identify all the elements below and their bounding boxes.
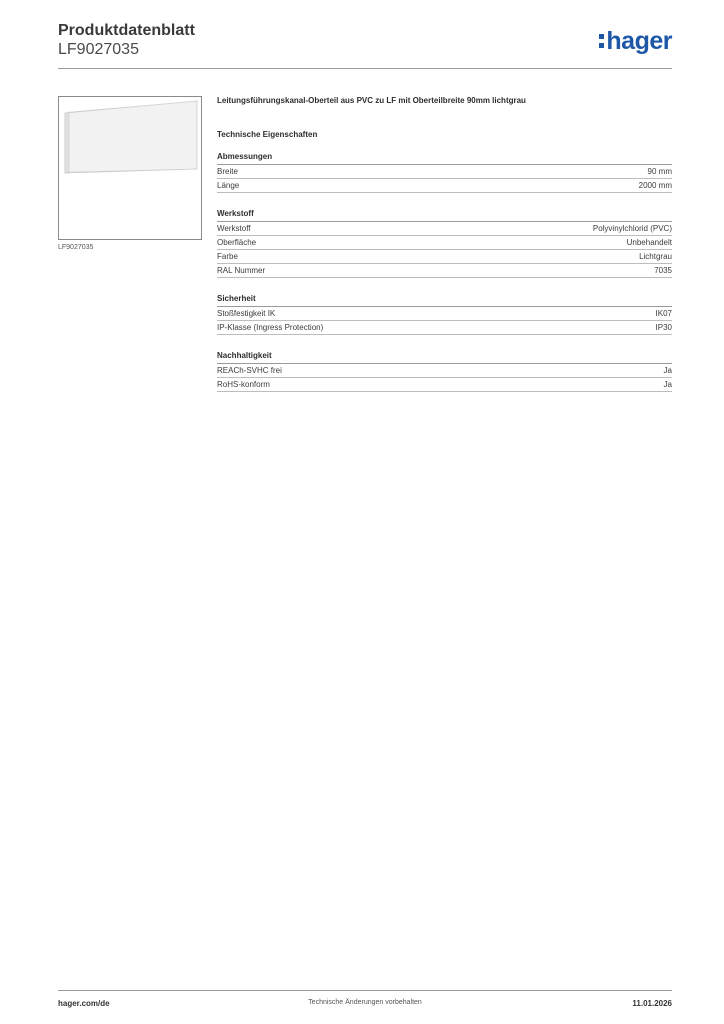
row-value: IP30 [655, 323, 672, 332]
row-label: Oberfläche [217, 238, 257, 247]
table-row [217, 307, 672, 321]
row-value: Unbehandelt [626, 238, 672, 247]
table-row [217, 321, 672, 335]
row-label: Länge [217, 181, 240, 190]
row-label: RAL Nummer [217, 266, 266, 275]
group-title: Nachhaltigkeit [217, 351, 672, 364]
group-abmessungen [217, 152, 672, 193]
row-value: Lichtgrau [639, 252, 672, 261]
row-label: RoHS-konform [217, 380, 270, 389]
row-label: Werkstoff [217, 224, 251, 233]
logo-colon-icon [599, 32, 604, 50]
group-nachhaltigkeit [217, 351, 672, 392]
row-value: Polyvinylchlorid (PVC) [592, 224, 672, 233]
table-row [217, 264, 672, 278]
row-label: IP-Klasse (Ingress Protection) [217, 323, 324, 332]
section-title: Technische Eigenschaften [217, 130, 318, 139]
row-value: IK07 [655, 309, 672, 318]
logo-text: hager [606, 27, 672, 55]
row-value: 90 mm [647, 167, 672, 176]
table-row [217, 378, 672, 392]
group-title: Werkstoff [217, 209, 672, 222]
table-row [217, 165, 672, 179]
row-value: 7035 [654, 266, 672, 275]
footer-date: 11.01.2026 [632, 999, 672, 1008]
product-description: Leitungsführungskanal-Oberteil aus PVC zu LF mit Oberteilbreite 90mm lichtgrau [217, 96, 526, 105]
table-row [217, 222, 672, 236]
page-header [58, 22, 672, 69]
footer-note: Technische Änderungen vorbehalten [308, 999, 422, 1006]
document-title: Produktdatenblatt [58, 22, 195, 39]
group-sicherheit [217, 294, 672, 335]
product-details [217, 96, 672, 392]
row-label: Stoßfestigkeit IK [217, 309, 276, 318]
product-image [58, 96, 202, 240]
row-label: REACh-SVHC frei [217, 366, 282, 375]
row-label: Farbe [217, 252, 238, 261]
image-caption: LF9027035 [58, 244, 94, 251]
group-title: Sicherheit [217, 294, 672, 307]
product-number: LF9027035 [58, 41, 139, 58]
group-title: Abmessungen [217, 152, 672, 165]
footer-website-link[interactable]: hager.com/de [58, 999, 110, 1008]
page-footer [58, 990, 672, 1008]
row-label: Breite [217, 167, 238, 176]
table-row [217, 179, 672, 193]
table-row [217, 364, 672, 378]
table-row [217, 250, 672, 264]
row-value: Ja [663, 380, 672, 389]
cable-duct-cover-image [59, 97, 201, 239]
group-werkstoff [217, 209, 672, 278]
hager-logo [599, 28, 672, 54]
table-row [217, 236, 672, 250]
row-value: 2000 mm [638, 181, 672, 190]
row-value: Ja [663, 366, 672, 375]
